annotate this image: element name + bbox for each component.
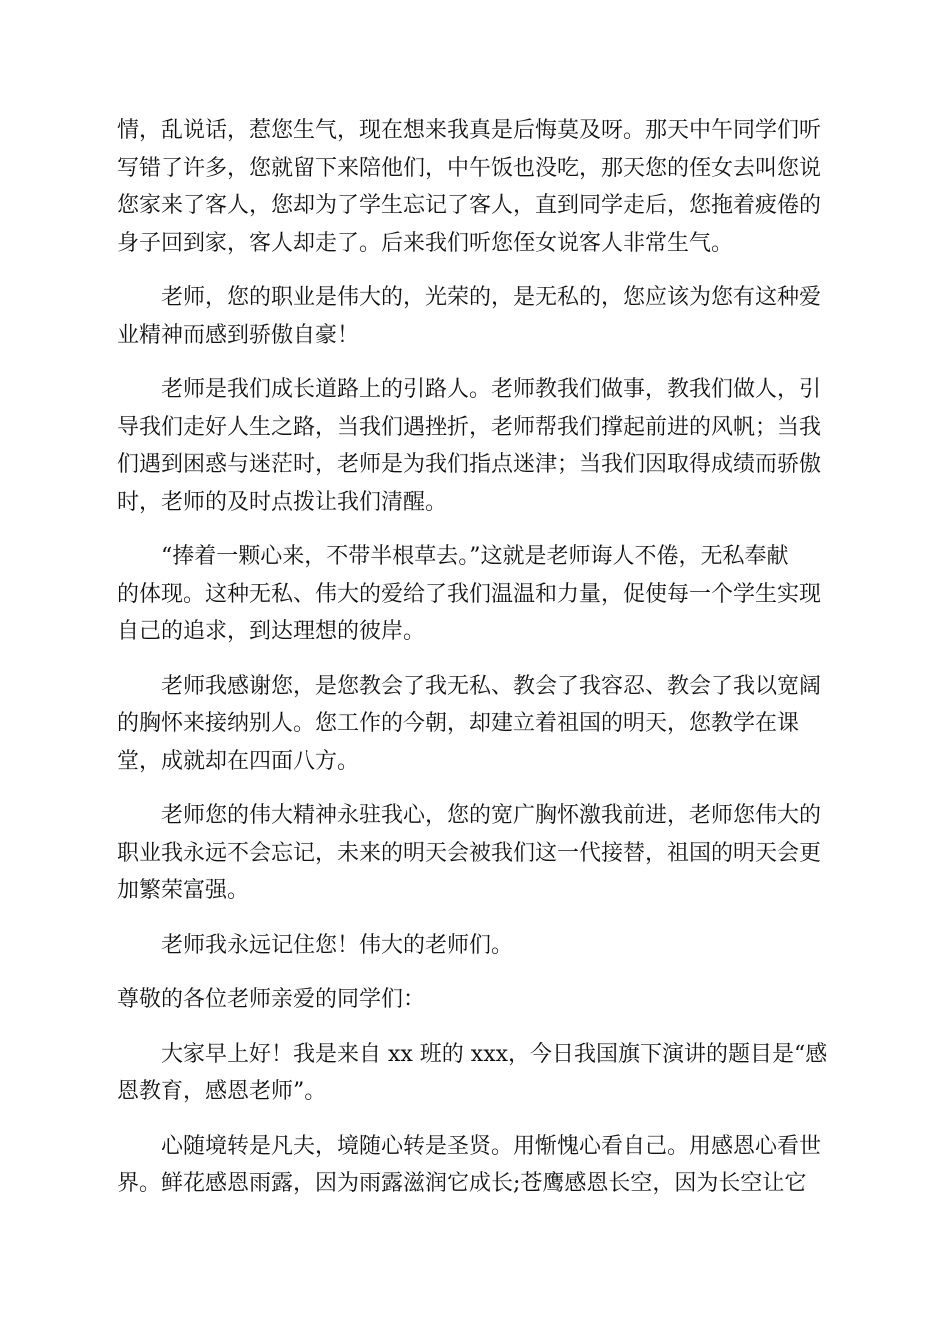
document-body	[117, 112, 837, 1203]
text-line: 情，乱说话，惹您生气，现在想来我真是后悔莫及呀。那天中午同学们听	[117, 118, 822, 143]
text-line: 老师是我们成长道路上的引路人。老师教我们做事，教我们做人，引	[161, 377, 822, 402]
text-line: 堂，成就却在四面八方。	[117, 748, 360, 774]
text-line: 的体现。这种无私、伟大的爱给了我们温温和力量，促使每一个学生实现	[117, 581, 822, 607]
text-line: 老师，您的职业是伟大的，光荣的，是无私的，您应该为您有这种爱	[161, 285, 822, 310]
text-line: 职业我永远不会忘记，未来的明天会被我们这一代接替，祖国的明天会更	[117, 840, 822, 866]
text-line: 您家来了客人，您却为了学生忘记了客人，直到同学走后，您拖着疲倦的	[117, 193, 822, 218]
text-line: 恩教育，感恩老师”。	[117, 1079, 327, 1104]
text-line: 时，老师的及时点拨让我们清醒。	[117, 489, 448, 515]
text-line: 加繁荣富强。	[117, 878, 250, 903]
text-line: 界。鲜花感恩雨露，因为雨露滋润它成长;苍鹰感恩长空，因为长空让它	[117, 1171, 807, 1196]
text-line: “捧着一颗心来，不带半根草去。”这就是老师诲人不倦，无私奉献	[161, 544, 789, 569]
text-line: 心随境转是凡夫，境随心转是圣贤。用惭愧心看自己。用感恩心看世	[161, 1133, 822, 1159]
text-line: 导我们走好人生之路，当我们遇挫折，老师帮我们撑起前进的风帆；当我	[117, 414, 822, 440]
text-line: 业精神而感到骄傲自豪！	[117, 322, 360, 348]
text-line: 大家早上好！我是来自 xx 班的 xxx，今日我国旗下演讲的题目是“感	[161, 1041, 828, 1067]
text-line: 们遇到困惑与迷茫时，老师是为我们指点迷津；当我们因取得成绩而骄傲	[117, 452, 822, 477]
text-line: 老师我永远记住您！伟大的老师们。	[161, 932, 514, 958]
text-line: 的胸怀来接纳别人。您工作的今朝，却建立着祖国的明天，您教学在课	[117, 711, 800, 736]
text-line: 老师我感谢您，是您教会了我无私、教会了我容忍、教会了我以宽阔	[161, 673, 822, 699]
text-line: 写错了许多，您就留下来陪他们，中午饭也没吃，那天您的侄女去叫您说	[117, 155, 822, 181]
text-line: 老师您的伟大精神永驻我心，您的宽广胸怀激我前进，老师您伟大的	[161, 803, 822, 828]
salutation-line: 尊敬的各位老师亲爱的同学们：	[117, 987, 426, 1012]
text-line: 自己的追求，到达理想的彼岸。	[117, 619, 426, 644]
text-line: 身子回到家，客人却走了。后来我们听您侄女说客人非常生气。	[117, 230, 734, 256]
